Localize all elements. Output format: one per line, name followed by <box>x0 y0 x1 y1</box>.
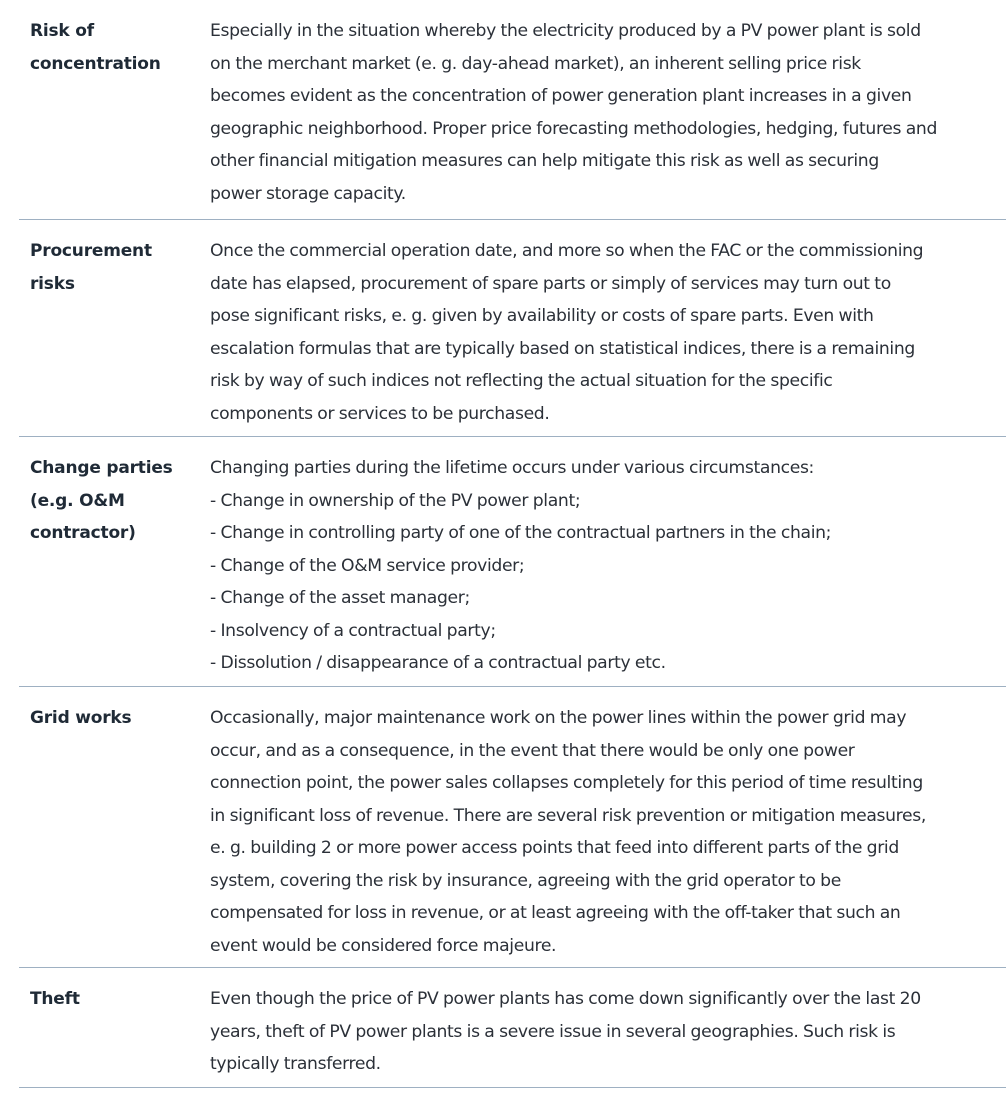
description-line: Occasionally, major maintenance work on the power lines within the power grid may <box>210 708 907 728</box>
description-line: date has elapsed, procurement of spare parts or simply of services may turn out to <box>210 273 891 294</box>
description-line: components or services to be purchased. <box>210 403 550 424</box>
risk-name-cell <box>19 983 199 1087</box>
description-line: pose significant risks, e. g. given by availability or costs of spare parts. Even with <box>210 306 874 326</box>
description-line: typically transferred. <box>210 1054 381 1074</box>
risk-name-cell <box>19 452 199 686</box>
risk-name-line: contractor) <box>30 523 136 543</box>
description-line: occur, and as a consequence, in the event that there would be only one power <box>210 740 855 761</box>
description-line: - Change of the O&M service provider; <box>210 555 525 576</box>
description-line: connection point, the power sales collapses completely for this period of time resulting <box>210 773 923 793</box>
description-line: - Change in ownership of the PV power plant; <box>210 490 581 511</box>
description-line: other financial mitigation measures can help mitigate this risk as well as securing <box>210 151 879 171</box>
description-line: power storage capacity. <box>210 183 406 204</box>
description-line: in significant loss of revenue. There are several risk prevention or mitigation measures, <box>210 805 926 826</box>
description-line: Once the commercial operation date, and more so when the FAC or the commissioning <box>210 241 924 261</box>
description-line: Especially in the situation whereby the electricity produced by a PV power plant is sold <box>210 21 921 41</box>
description-line: event would be considered force majeure. <box>210 935 557 956</box>
risk-name-cell <box>19 702 199 967</box>
risk-name-line: Procurement <box>30 241 152 261</box>
table-row <box>19 0 1006 220</box>
risk-name-cell <box>19 15 199 219</box>
description-line: Changing parties during the lifetime occurs under various circumstances: <box>210 458 814 478</box>
description-line: - Insolvency of a contractual party; <box>210 620 496 641</box>
description-line: on the merchant market (e. g. day-ahead market), an inherent selling price risk <box>210 53 861 74</box>
risk-description-cell <box>199 15 1006 219</box>
risk-description-cell <box>199 702 1006 967</box>
risk-name-line: Risk of <box>30 21 94 41</box>
risk-name-line: (e.g. O&M <box>30 490 125 511</box>
risk-name-line: Change parties <box>30 458 173 478</box>
risk-name-line: Grid works <box>30 708 132 728</box>
risk-description-cell <box>199 235 1006 436</box>
risk-name-line: concentration <box>30 53 161 74</box>
description-line: - Change of the asset manager; <box>210 588 470 608</box>
table-row <box>19 968 1006 1088</box>
table-row <box>19 220 1006 437</box>
description-line: years, theft of PV power plants is a severe issue in several geographies. Such risk is <box>210 1021 896 1042</box>
description-line: system, covering the risk by insurance, agreeing with the grid operator to be <box>210 870 841 891</box>
table-row <box>19 687 1006 968</box>
risk-description-cell <box>199 452 1006 686</box>
description-line: - Dissolution / disappearance of a contractual party etc. <box>210 653 666 673</box>
risk-description-cell <box>199 983 1006 1087</box>
description-line: e. g. building 2 or more power access points that feed into different parts of the grid <box>210 838 899 858</box>
risk-name-line: Theft <box>30 989 80 1009</box>
table-row <box>19 437 1006 687</box>
risk-name-cell <box>19 235 199 436</box>
description-line: escalation formulas that are typically based on statistical indices, there is a remaining <box>210 338 915 359</box>
description-line: geographic neighborhood. Proper price forecasting methodologies, hedging, futures and <box>210 118 938 139</box>
risk-table <box>19 0 1006 1088</box>
description-line: becomes evident as the concentration of power generation plant increases in a given <box>210 86 912 106</box>
description-line: risk by way of such indices not reflecting the actual situation for the specific <box>210 371 833 391</box>
description-line: - Change in controlling party of one of the contractual partners in the chain; <box>210 523 832 543</box>
description-line: compensated for loss in revenue, or at least agreeing with the off-taker that such an <box>210 903 901 923</box>
description-line: Even though the price of PV power plants has come down significantly over the last 20 <box>210 989 921 1009</box>
risk-name-line: risks <box>30 273 75 294</box>
